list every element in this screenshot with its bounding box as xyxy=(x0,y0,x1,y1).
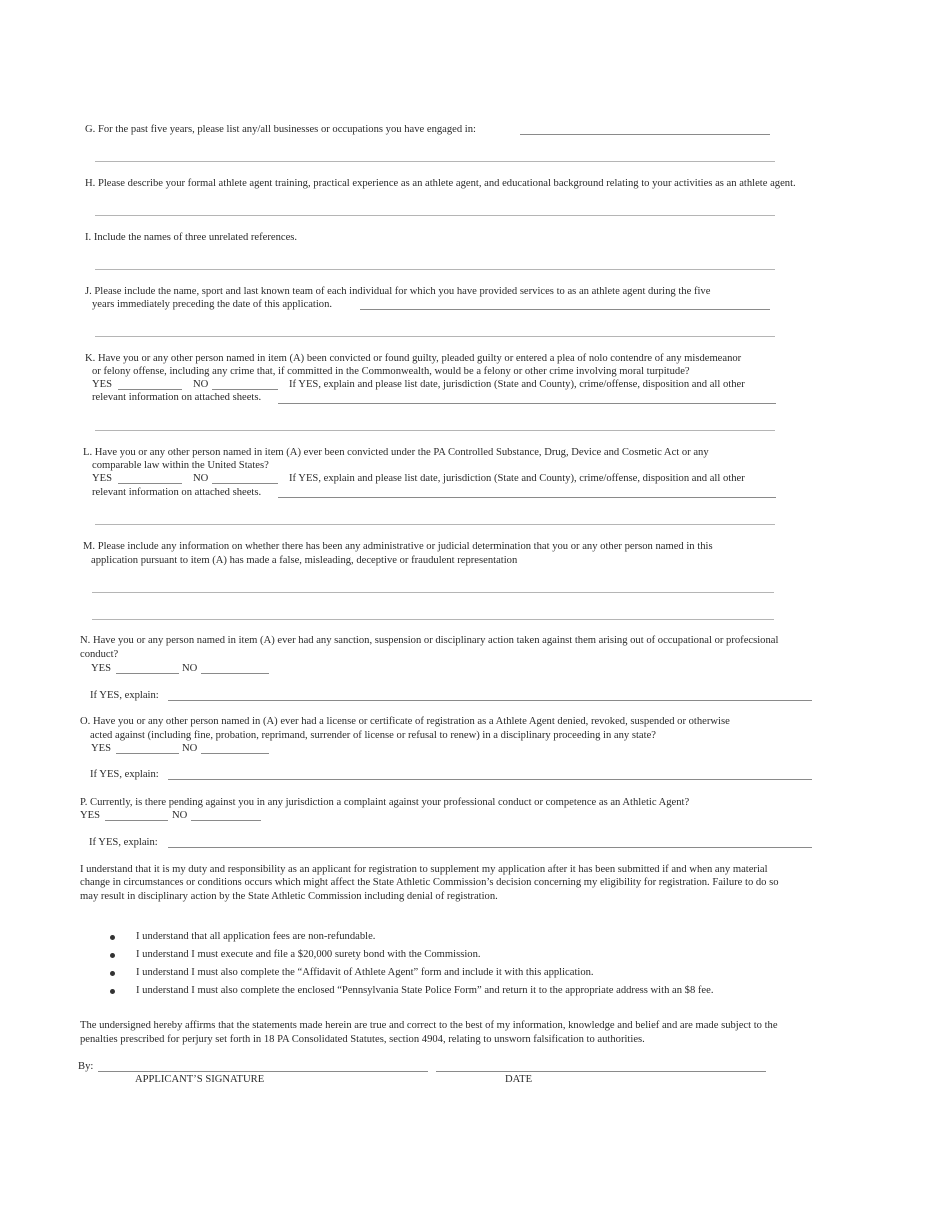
question-j-text-line2: years immediately preceding the date of this application. xyxy=(92,299,333,310)
question-l-explain-text: If YES, explain and please list date, jurisdiction (State and County), crime/offense, disposition and all other xyxy=(289,473,745,484)
bullet-item-4: I understand I must also complete the enclosed “Pennsylvania State Police Form” and return it to the appropriate address with an $8 fee. xyxy=(136,985,714,996)
question-o-yes-label: YES xyxy=(91,743,112,754)
question-k-answer-line[interactable] xyxy=(278,403,776,404)
question-k-text-line4: relevant information on attached sheets. xyxy=(92,392,262,403)
question-j-answer-line[interactable] xyxy=(360,309,770,310)
question-l-yes-field[interactable] xyxy=(118,483,182,484)
question-o-text-line1: O. Have you or any other person named in (A) ever had a license or certificate of registration as a Athlete Agent denied, revoked, suspended or otherwise xyxy=(80,716,730,727)
question-p-no-label: NO xyxy=(172,810,188,821)
by-label: By: xyxy=(78,1061,94,1072)
question-l-text-line2: comparable law within the United States? xyxy=(92,460,269,471)
question-l-text-line4: relevant information on attached sheets. xyxy=(92,487,262,498)
question-l-answer-line-2[interactable] xyxy=(95,524,775,525)
question-p-explain-line[interactable] xyxy=(168,847,812,848)
question-o-yes-field[interactable] xyxy=(116,753,179,754)
question-o-no-field[interactable] xyxy=(201,753,269,754)
question-j-answer-line-2[interactable] xyxy=(95,336,775,337)
question-n-explain-line[interactable] xyxy=(168,700,812,701)
question-l-text-line1: L. Have you or any other person named in item (A) ever been convicted under the PA Controlled Substance, Drug, Device and Cosmetic Act or any xyxy=(83,447,709,458)
question-n-explain-label: If YES, explain: xyxy=(90,690,159,701)
question-k-yes-field[interactable] xyxy=(118,389,182,390)
question-o-explain-line[interactable] xyxy=(168,779,812,780)
question-k-answer-line-2[interactable] xyxy=(95,430,775,431)
question-h-answer-line[interactable] xyxy=(95,215,775,216)
bullet-icon xyxy=(110,989,115,994)
question-g-answer-line-2[interactable] xyxy=(95,161,775,162)
bullet-icon xyxy=(110,935,115,940)
question-k-text-line2: or felony offense, including any crime that, if committed in the Commonwealth, would be a felony or other crime involving moral turpitude? xyxy=(92,366,690,377)
understand-paragraph-line3: may result in disciplinary action by the State Athletic Commission including denial of registration. xyxy=(80,891,498,902)
date-label: DATE xyxy=(505,1074,533,1085)
question-m-text-line2: application pursuant to item (A) has made a false, misleading, deceptive or fraudulent representation xyxy=(91,555,518,566)
question-k-no-label: NO xyxy=(193,379,209,390)
question-n-text-line2: conduct? xyxy=(80,649,119,660)
date-line[interactable] xyxy=(436,1071,766,1072)
question-n-yes-label: YES xyxy=(91,663,112,674)
question-m-answer-line-2[interactable] xyxy=(92,619,774,620)
question-o-text-line2: acted against (including fine, probation, reprimand, surrender of license or refusal to renew) in a disciplinary proceeding in any state? xyxy=(90,730,656,741)
question-i-answer-line[interactable] xyxy=(95,269,775,270)
question-n-no-field[interactable] xyxy=(201,673,269,674)
question-l-no-label: NO xyxy=(193,473,209,484)
question-p-yes-label: YES xyxy=(80,810,101,821)
applicant-signature-line[interactable] xyxy=(98,1071,428,1072)
understand-paragraph-line1: I understand that it is my duty and responsibility as an applicant for registration to supplement my application after it has been submitted if and when any material xyxy=(80,864,768,875)
question-n-text-line1: N. Have you or any person named in item (A) ever had any sanction, suspension or disciplinary action taken against them arising out of occupational or profecsional xyxy=(80,635,779,646)
question-g-text: G. For the past five years, please list any/all businesses or occupations you have engaged in: xyxy=(85,124,476,135)
question-p-text-line1: P. Currently, is there pending against you in any jurisdiction a complaint against your professional conduct or competence as an Athletic Agent? xyxy=(80,797,690,808)
question-o-explain-label: If YES, explain: xyxy=(90,769,159,780)
question-g-answer-line[interactable] xyxy=(520,134,770,135)
question-p-no-field[interactable] xyxy=(191,820,261,821)
bullet-item-2: I understand I must execute and file a $20,000 surety bond with the Commission. xyxy=(136,949,481,960)
question-l-answer-line[interactable] xyxy=(278,497,776,498)
question-n-no-label: NO xyxy=(182,663,198,674)
question-m-text-line1: M. Please include any information on whether there has been any administrative or judicial determination that you or any other person named in this xyxy=(83,541,713,552)
question-l-no-field[interactable] xyxy=(212,483,278,484)
question-l-yes-label: YES xyxy=(92,473,113,484)
question-p-yes-field[interactable] xyxy=(105,820,168,821)
understand-paragraph-line2: change in circumstances or conditions occurs which might affect the State Athletic Commission’s decision concerning my eligibility for registration. Failure to do so xyxy=(80,877,779,888)
question-m-answer-line-1[interactable] xyxy=(92,592,774,593)
bullet-item-3: I understand I must also complete the “Affidavit of Athlete Agent” form and include it with this application. xyxy=(136,967,594,978)
question-k-text-line1: K. Have you or any other person named in item (A) been convicted or found guilty, pleaded guilty or entered a plea of nolo contendre of any misdemeanor xyxy=(85,353,742,364)
question-i-text: I. Include the names of three unrelated references. xyxy=(85,232,298,243)
question-k-no-field[interactable] xyxy=(212,389,278,390)
question-j-text-line1: J. Please include the name, sport and last known team of each individual for which you have provided services to as an athlete agent during the five xyxy=(85,286,711,297)
question-n-yes-field[interactable] xyxy=(116,673,179,674)
question-o-no-label: NO xyxy=(182,743,198,754)
affirmation-line1: The undersigned hereby affirms that the statements made herein are true and correct to the best of my information, knowledge and belief and are made subject to the xyxy=(80,1020,778,1031)
affirmation-line2: penalties prescribed for perjury set forth in 18 PA Consolidated Statutes, section 4904, relating to unsworn falsification to authorities. xyxy=(80,1034,645,1045)
question-h-text: H. Please describe your formal athlete agent training, practical experience as an athlete agent, and educational background relating to your activities as an athlete agent. xyxy=(85,178,796,189)
applicant-signature-label: APPLICANT’S SIGNATURE xyxy=(135,1074,265,1085)
bullet-item-1: I understand that all application fees are non-refundable. xyxy=(136,931,376,942)
bullet-icon xyxy=(110,971,115,976)
question-p-explain-label: If YES, explain: xyxy=(89,837,158,848)
question-k-explain-text: If YES, explain and please list date, jurisdiction (State and County), crime/offense, disposition and all other xyxy=(289,379,745,390)
question-k-yes-label: YES xyxy=(92,379,113,390)
bullet-icon xyxy=(110,953,115,958)
